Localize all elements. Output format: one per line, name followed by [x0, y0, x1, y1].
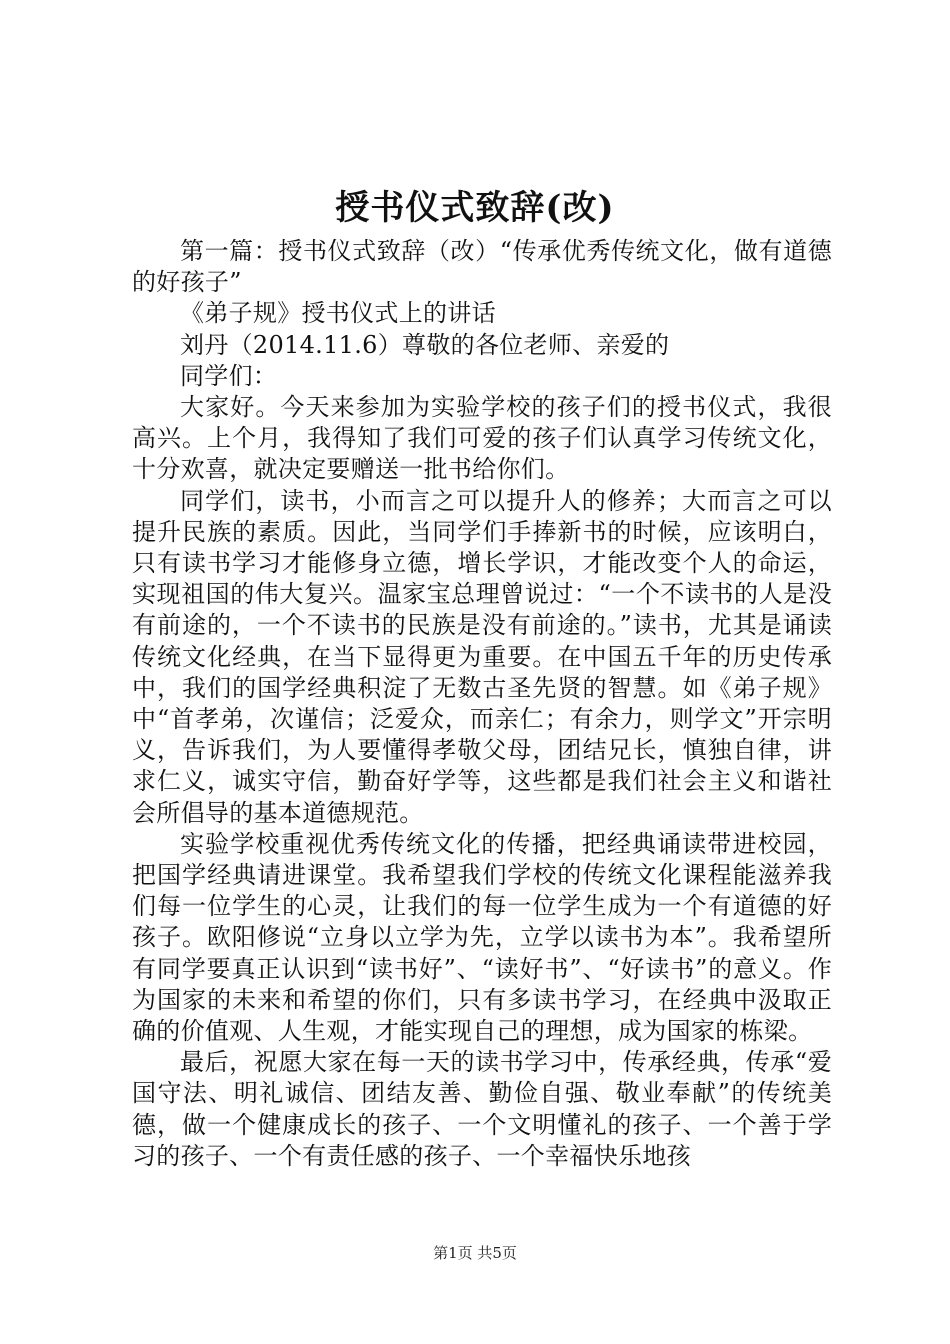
paragraph-speaker-line: 刘丹（2014.11.6）尊敬的各位老师、亲爱的 — [180, 330, 670, 359]
paragraph-school-culture: 实验学校重视优秀传统文化的传播，把经典诵读带进校园，把国学经典请进课堂。我希望我们学校的传统文化课程能滋养我们每一位学生的心灵，让我们的每一位学生成为一个有道德的好孩子。欧阳修说“立身以立学为先，立学以读书为本”。我希望所有同学要真正认识到“读书好”、“读好书”、“好读书”的意义。作为国家的未来和希望的你们，只有多读书学习，在经典中汲取正确的价值观、人生观，才能实现自己的理想，成为国家的栋梁。 — [132, 829, 832, 1046]
document-title: 授书仪式致辞(改) — [335, 188, 615, 228]
paragraph-closing-wishes: 最后，祝愿大家在每一天的读书学习中，传承经典，传承“爱国守法、明礼诚信、团结友善、勤俭自强、敬业奉献”的传统美德，做一个健康成长的孩子、一个文明懂礼的孩子、一个善于学习的孩子、一个有责任感的孩子、一个幸福快乐地孩 — [132, 1048, 832, 1170]
paragraph-speech-title: 《弟子规》授书仪式上的讲话 — [180, 299, 496, 328]
paragraph-reading-value: 同学们，读书，小而言之可以提升人的修养；大而言之可以提升民族的素质。因此，当同学们手捧新书的时候，应该明白，只有读书学习才能修身立德，增长学识，才能改变个人的命运，实现祖国的伟大复兴。温家宝总理曾说过：“一个不读书的人是没有前途的，一个不读书的民族是没有前途的。”读书，尤其是诵读传统文化经典，在当下显得更为重要。在中国五千年的历史传承中，我们的国学经典积淀了无数古圣先贤的智慧。如《弟子规》中“首孝弟，次谨信；泛爱众，而亲仁；有余力，则学文”开宗明义，告诉我们，为人要懂得孝敬父母，团结兄长，慎独自律，讲求仁义，诚实守信，勤奋好学等，这些都是我们社会主义和谐社会所倡导的基本道德规范。 — [132, 486, 832, 827]
document-body — [132, 236, 832, 1172]
paragraph-salutation: 同学们： — [180, 361, 278, 390]
page-number-footer: 第1页 共5页 — [433, 1244, 517, 1262]
paragraph-heading-line: 第一篇：授书仪式致辞（改）“传承优秀传统文化，做有道德的好孩子” — [132, 237, 832, 297]
paragraph-greeting: 大家好。今天来参加为实验学校的孩子们的授书仪式，我很高兴。上个月，我得知了我们可爱的孩子们认真学习传统文化，十分欢喜，就决定要赠送一批书给你们。 — [132, 393, 832, 484]
